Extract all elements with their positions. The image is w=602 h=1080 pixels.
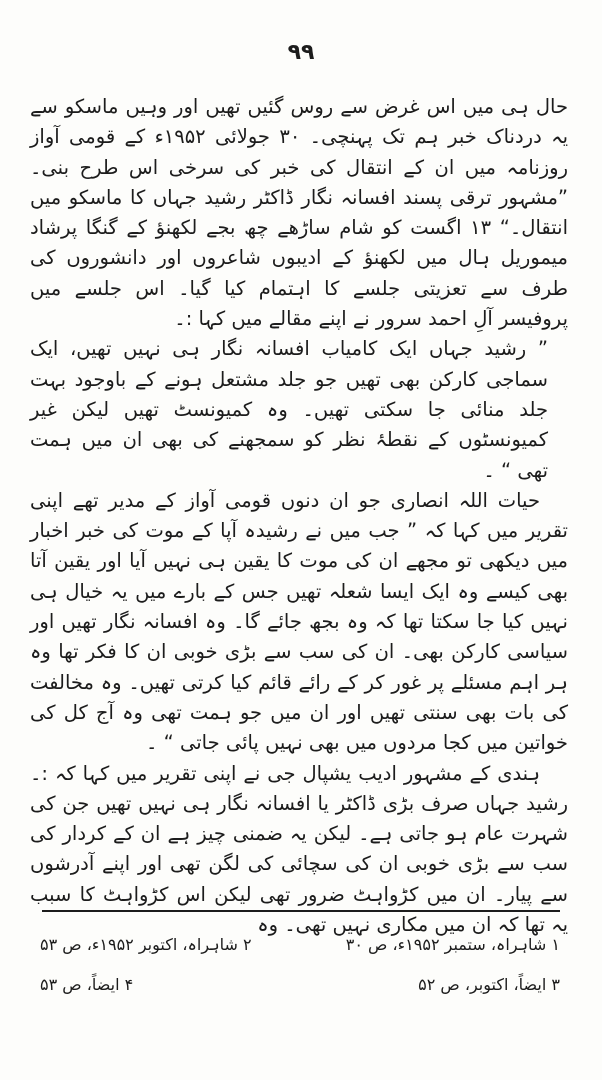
body-text	[30, 92, 568, 940]
footnote-row	[40, 964, 560, 1004]
paragraph: ہندی کے مشہور ادیب یشپال جی نے اپنی تقریر میں کہا کہ :۔ رشید جہاں صرف بڑی ڈاکٹر یا افسانہ نگار ہی نہیں تھیں جن کی شہرت عام ہو جاتی ہے۔ لیکن یہ ضمنی چیز ہے ان کے کردار کی سب سے بڑی خوبی ان کی سچائی کی لگن تھی اور اپنے آدرشوں سے پیار۔ ان میں کڑواہٹ ضرور تھی لیکن اس کڑواہٹ کا سبب یہ تھا کہ ان میں مکاری نہیں تھی۔ وہ	[30, 761, 568, 937]
quote-paragraph: ” رشید جہاں ایک کامیاب افسانہ نگار ہی نہیں تھیں، ایک سماجی کارکن بھی تھیں جو جلد مشتعل ہونے کے باوجود بہت جلد منائی جا سکتی تھیں۔ وہ کمیونسٹ تھیں لیکن غیر کمیونسٹوں کے نقطۂ نظر کو سمجھنے کی بھی ان میں ہمت تھی “ ۔	[30, 337, 548, 482]
footnote: ۴ ایضاً، ص ۵۳	[40, 974, 134, 994]
footnote: ۳ ایضاً، اکتوبر، ص ۵۲	[418, 974, 560, 994]
footnote: ۲ شاہراہ، اکتوبر ۱۹۵۲ء، ص ۵۳	[40, 934, 252, 954]
footnote: ۱ شاہراہ، ستمبر ۱۹۵۲ء، ص ۳۰	[345, 934, 560, 954]
paragraph: حال ہی میں اس غرض سے روس گئیں تھیں اور وہیں ماسکو سے یہ دردناک خبر ہم تک پہنچی۔ ۳۰ جولائی ۱۹۵۲ء کے قومی آواز روزنامہ میں ان کے انتقال کی خبر کی سرخی اس طرح بنی۔ ”مشہور ترقی پسند افسانہ نگار ڈاکٹر رشید جہاں کا ماسکو میں انتقال۔“ ۱۳ اگست کو شام ساڑھے چھ بجے لکھنؤ کے گنگا پرشاد میموریل ہال میں لکھنؤ کے ادیبوں شاعروں اور دانشوروں کی طرف سے تعزیتی جلسے کا اہتمام کیا گیا۔ اس جلسے میں پروفیسر آلِ احمد سرور نے اپنے مقالے میں کہا :۔	[30, 95, 568, 331]
paragraph: حیات اللہ انصاری جو ان دنوں قومی آواز کے مدیر تھے اپنی تقریر میں کہا کہ ” جب میں نے رشیدہ آپا کے موت کی خبر اخبار میں دیکھی تو مجھے ان کی موت کا یقین ہی نہیں آیا اور یقین آتا بھی کیسے وہ ایک ایسا شعلہ تھیں جس کے بارے میں یہ خیال ہی نہیں کیا جا سکتا تھا کہ وہ بجھ جائے گا۔ وہ افسانہ نگار تھیں اور سیاسی کارکن بھی۔ ان کی سب سے بڑی خوبی ان کا فکر تھا وہ ہر اہم مسئلے پر غور کر کے رائے قائم کیا کرتی تھیں۔ وہ مخالفت کی بات بھی سنتی تھیں اور ان میں جو ہمت تھی وہ آج کل کی خواتین میں کجا مردوں میں بھی نہیں پائی جاتی “ ۔	[30, 488, 568, 755]
footnote-row	[40, 924, 560, 964]
footnote-divider	[42, 910, 560, 912]
footnotes	[40, 924, 560, 1004]
page-number: ٩٩	[287, 40, 315, 65]
